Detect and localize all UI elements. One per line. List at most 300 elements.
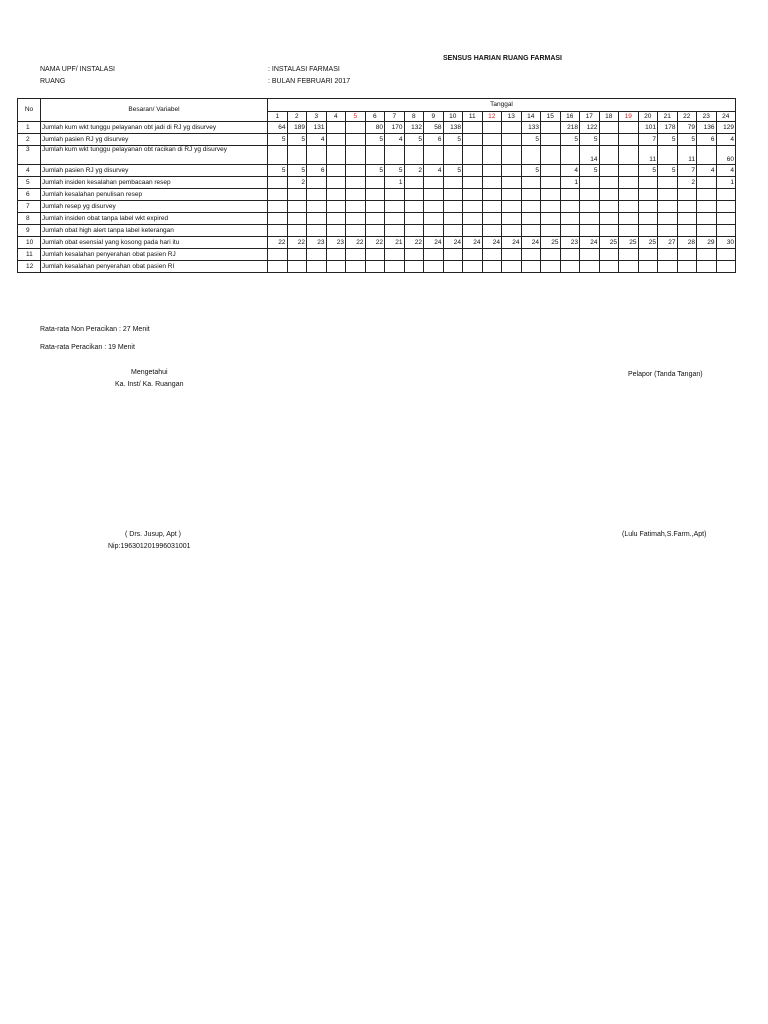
meta-label-instalasi: NAMA UPF/ INSTALASI xyxy=(40,66,115,73)
day-value-cell xyxy=(268,201,288,213)
day-value-cell: 4 xyxy=(307,134,327,146)
note-non-racikan: Rata-rata Non Peracikan : 27 Menit xyxy=(40,326,150,333)
day-value-cell xyxy=(463,213,483,225)
table-row xyxy=(18,237,736,249)
signature-right-title: Pelapor (Tanda Tangan) xyxy=(628,371,703,378)
day-value-cell xyxy=(560,261,580,273)
row-number: 1 xyxy=(18,122,41,134)
day-value-cell xyxy=(424,261,444,273)
day-value-cell xyxy=(658,177,678,189)
table-row xyxy=(18,177,736,189)
day-value-cell: 129 xyxy=(716,122,736,134)
day-value-cell xyxy=(463,261,483,273)
day-value-cell xyxy=(502,146,522,165)
day-value-cell xyxy=(658,201,678,213)
row-number: 5 xyxy=(18,177,41,189)
day-value-cell xyxy=(580,213,600,225)
day-header: 14 xyxy=(521,112,541,122)
day-value-cell xyxy=(482,201,502,213)
day-value-cell: 27 xyxy=(658,237,678,249)
day-value-cell xyxy=(502,249,522,261)
day-value-cell xyxy=(424,213,444,225)
day-value-cell xyxy=(463,201,483,213)
day-value-cell xyxy=(385,213,405,225)
day-value-cell: 22 xyxy=(287,237,307,249)
day-value-cell xyxy=(268,249,288,261)
day-value-cell xyxy=(385,261,405,273)
row-variable: Jumlah insiden kesalahan pembacaan resep xyxy=(41,177,268,189)
row-variable: Jumlah kesalahan penyerahan obat pasien RI xyxy=(41,261,268,273)
day-value-cell: 2 xyxy=(404,165,424,177)
page-title: SENSUS HARIAN RUANG FARMASI xyxy=(443,55,563,62)
day-value-cell: 5 xyxy=(560,134,580,146)
day-value-cell xyxy=(541,261,561,273)
day-value-cell: 24 xyxy=(482,237,502,249)
day-value-cell xyxy=(443,213,463,225)
signature-left-name: ( Drs. Jusup, Apt ) xyxy=(125,531,182,538)
header-no: No xyxy=(18,99,41,122)
day-value-cell xyxy=(658,189,678,201)
day-value-cell xyxy=(619,225,639,237)
day-header: 11 xyxy=(463,112,483,122)
row-number: 11 xyxy=(18,249,41,261)
day-header: 20 xyxy=(638,112,658,122)
table-row xyxy=(18,122,736,134)
day-value-cell xyxy=(502,261,522,273)
day-value-cell: 218 xyxy=(560,122,580,134)
day-value-cell xyxy=(443,249,463,261)
day-value-cell xyxy=(463,134,483,146)
day-value-cell xyxy=(541,213,561,225)
day-value-cell xyxy=(560,225,580,237)
day-value-cell xyxy=(599,189,619,201)
day-header: 5 xyxy=(346,112,366,122)
day-value-cell xyxy=(346,201,366,213)
day-value-cell xyxy=(638,213,658,225)
day-value-cell: 170 xyxy=(385,122,405,134)
day-value-cell xyxy=(443,177,463,189)
day-value-cell xyxy=(599,165,619,177)
day-value-cell xyxy=(521,225,541,237)
day-value-cell xyxy=(346,165,366,177)
day-value-cell: 5 xyxy=(287,165,307,177)
day-header: 4 xyxy=(326,112,346,122)
day-value-cell xyxy=(326,213,346,225)
day-value-cell xyxy=(638,201,658,213)
day-value-cell xyxy=(619,249,639,261)
day-value-cell xyxy=(482,189,502,201)
day-value-cell: 5 xyxy=(268,134,288,146)
row-variable: Jumlah kesalahan penyerahan obat pasien RJ xyxy=(41,249,268,261)
day-header: 2 xyxy=(287,112,307,122)
day-value-cell: 80 xyxy=(365,122,385,134)
day-value-cell xyxy=(424,177,444,189)
signature-right-name: (Lulu Fatimah,S.Farm.,Apt) xyxy=(622,531,707,538)
day-value-cell xyxy=(521,201,541,213)
day-value-cell xyxy=(521,146,541,165)
day-value-cell xyxy=(619,201,639,213)
day-value-cell xyxy=(482,165,502,177)
day-value-cell xyxy=(541,225,561,237)
table-row xyxy=(18,261,736,273)
day-value-cell xyxy=(541,177,561,189)
meta-value-instalasi: : INSTALASI FARMASI xyxy=(268,66,340,73)
day-value-cell xyxy=(677,261,697,273)
day-value-cell: 4 xyxy=(716,165,736,177)
day-value-cell xyxy=(580,249,600,261)
day-value-cell xyxy=(677,249,697,261)
day-value-cell xyxy=(502,189,522,201)
day-value-cell xyxy=(404,146,424,165)
day-header: 24 xyxy=(716,112,736,122)
day-value-cell xyxy=(443,189,463,201)
day-value-cell xyxy=(658,249,678,261)
day-value-cell xyxy=(580,177,600,189)
day-value-cell: 22 xyxy=(365,237,385,249)
day-value-cell xyxy=(638,249,658,261)
day-value-cell xyxy=(365,249,385,261)
day-value-cell xyxy=(463,225,483,237)
day-value-cell xyxy=(599,146,619,165)
day-value-cell xyxy=(385,146,405,165)
day-value-cell xyxy=(365,261,385,273)
day-value-cell: 28 xyxy=(677,237,697,249)
day-value-cell xyxy=(268,189,288,201)
row-number: 10 xyxy=(18,237,41,249)
meta-value-ruang: : BULAN FEBRUARI 2017 xyxy=(268,78,351,85)
day-value-cell xyxy=(482,249,502,261)
day-value-cell xyxy=(677,201,697,213)
row-number: 2 xyxy=(18,134,41,146)
day-value-cell xyxy=(716,249,736,261)
day-value-cell: 1 xyxy=(560,177,580,189)
day-value-cell: 58 xyxy=(424,122,444,134)
day-value-cell xyxy=(697,225,717,237)
day-value-cell: 25 xyxy=(638,237,658,249)
day-value-cell xyxy=(599,201,619,213)
day-value-cell: 4 xyxy=(716,134,736,146)
day-value-cell: 4 xyxy=(560,165,580,177)
row-number: 6 xyxy=(18,189,41,201)
day-value-cell xyxy=(404,201,424,213)
day-value-cell xyxy=(443,225,463,237)
day-value-cell xyxy=(599,122,619,134)
day-value-cell: 25 xyxy=(619,237,639,249)
day-value-cell: 5 xyxy=(580,165,600,177)
header-tanggal: Tanggal xyxy=(268,99,736,112)
note-racikan: Rata-rata Peracikan : 19 Menit xyxy=(40,344,135,351)
day-value-cell: 5 xyxy=(404,134,424,146)
day-value-cell xyxy=(599,261,619,273)
day-header: 18 xyxy=(599,112,619,122)
row-variable: Jumlah resep yg disurvey xyxy=(41,201,268,213)
day-value-cell xyxy=(697,261,717,273)
day-value-cell: 24 xyxy=(463,237,483,249)
day-value-cell: 21 xyxy=(385,237,405,249)
day-value-cell: 5 xyxy=(658,165,678,177)
day-value-cell: 22 xyxy=(268,237,288,249)
header-variable: Besaran/ Variabel xyxy=(41,99,268,122)
day-value-cell: 5 xyxy=(365,165,385,177)
day-value-cell xyxy=(541,189,561,201)
day-value-cell: 5 xyxy=(385,165,405,177)
signature-left-role: Ka. Inst/ Ka. Ruangan xyxy=(115,381,184,388)
day-value-cell xyxy=(619,146,639,165)
day-value-cell xyxy=(385,189,405,201)
day-value-cell xyxy=(326,225,346,237)
day-value-cell xyxy=(521,261,541,273)
day-value-cell xyxy=(443,146,463,165)
day-value-cell xyxy=(541,122,561,134)
day-value-cell xyxy=(716,201,736,213)
day-value-cell xyxy=(541,165,561,177)
day-value-cell xyxy=(346,189,366,201)
day-value-cell: 133 xyxy=(521,122,541,134)
row-number: 12 xyxy=(18,261,41,273)
table-row xyxy=(18,189,736,201)
day-value-cell xyxy=(580,261,600,273)
day-value-cell xyxy=(307,146,327,165)
day-value-cell: 5 xyxy=(443,165,463,177)
day-value-cell xyxy=(326,249,346,261)
table-row xyxy=(18,165,736,177)
day-value-cell xyxy=(346,122,366,134)
day-value-cell: 24 xyxy=(502,237,522,249)
day-value-cell xyxy=(463,122,483,134)
day-value-cell xyxy=(424,146,444,165)
day-value-cell: 23 xyxy=(326,237,346,249)
day-value-cell xyxy=(287,225,307,237)
day-header: 13 xyxy=(502,112,522,122)
day-value-cell: 4 xyxy=(424,165,444,177)
day-value-cell: 2 xyxy=(287,177,307,189)
day-value-cell: 30 xyxy=(716,237,736,249)
day-value-cell xyxy=(619,122,639,134)
day-value-cell xyxy=(326,134,346,146)
day-header: 3 xyxy=(307,112,327,122)
table-row xyxy=(18,249,736,261)
row-variable: Jumlah obat high alert tanpa label keterangan xyxy=(41,225,268,237)
day-header: 8 xyxy=(404,112,424,122)
day-value-cell: 6 xyxy=(307,165,327,177)
day-value-cell xyxy=(463,189,483,201)
row-number: 7 xyxy=(18,201,41,213)
day-value-cell: 24 xyxy=(580,237,600,249)
day-value-cell: 22 xyxy=(404,237,424,249)
day-value-cell xyxy=(580,189,600,201)
day-value-cell xyxy=(638,225,658,237)
day-value-cell xyxy=(365,177,385,189)
day-header: 10 xyxy=(443,112,463,122)
day-value-cell xyxy=(385,201,405,213)
day-value-cell xyxy=(638,261,658,273)
day-value-cell: 5 xyxy=(365,134,385,146)
day-value-cell xyxy=(326,122,346,134)
day-value-cell xyxy=(697,177,717,189)
day-value-cell xyxy=(697,249,717,261)
day-value-cell xyxy=(307,189,327,201)
day-value-cell xyxy=(463,146,483,165)
day-header: 9 xyxy=(424,112,444,122)
day-value-cell xyxy=(346,249,366,261)
day-value-cell: 22 xyxy=(346,237,366,249)
day-header: 1 xyxy=(268,112,288,122)
day-value-cell xyxy=(502,165,522,177)
day-value-cell xyxy=(482,134,502,146)
row-variable: Jumlah kesalahan penulisan resep xyxy=(41,189,268,201)
day-value-cell: 138 xyxy=(443,122,463,134)
day-value-cell xyxy=(482,177,502,189)
day-value-cell: 60 xyxy=(716,146,736,165)
day-value-cell xyxy=(502,122,522,134)
day-value-cell xyxy=(346,213,366,225)
row-variable: Jumlah insiden obat tanpa label wkt expired xyxy=(41,213,268,225)
day-value-cell: 6 xyxy=(697,134,717,146)
day-value-cell xyxy=(560,249,580,261)
day-value-cell xyxy=(716,261,736,273)
day-value-cell xyxy=(385,249,405,261)
day-value-cell xyxy=(268,213,288,225)
day-value-cell xyxy=(521,249,541,261)
day-value-cell: 24 xyxy=(443,237,463,249)
day-value-cell xyxy=(541,249,561,261)
day-value-cell xyxy=(268,225,288,237)
day-value-cell xyxy=(268,261,288,273)
day-value-cell xyxy=(560,146,580,165)
day-value-cell xyxy=(697,213,717,225)
day-value-cell xyxy=(307,201,327,213)
row-variable: Jumlah kum wkt tunggu pelayanan obt jadi di RJ yg disurvey xyxy=(41,122,268,134)
day-value-cell: 1 xyxy=(716,177,736,189)
day-value-cell: 5 xyxy=(521,165,541,177)
day-value-cell xyxy=(599,249,619,261)
day-value-cell xyxy=(560,201,580,213)
day-value-cell: 189 xyxy=(287,122,307,134)
day-value-cell xyxy=(268,146,288,165)
day-value-cell: 5 xyxy=(658,134,678,146)
day-value-cell: 5 xyxy=(287,134,307,146)
day-header: 16 xyxy=(560,112,580,122)
day-value-cell: 7 xyxy=(677,165,697,177)
day-header: 15 xyxy=(541,112,561,122)
day-value-cell xyxy=(482,225,502,237)
day-value-cell: 5 xyxy=(677,134,697,146)
day-value-cell xyxy=(404,261,424,273)
day-value-cell xyxy=(404,213,424,225)
day-value-cell xyxy=(619,134,639,146)
day-header: 19 xyxy=(619,112,639,122)
day-value-cell: 132 xyxy=(404,122,424,134)
day-value-cell: 23 xyxy=(560,237,580,249)
day-value-cell xyxy=(287,201,307,213)
day-value-cell xyxy=(404,177,424,189)
day-value-cell xyxy=(599,177,619,189)
day-value-cell xyxy=(463,165,483,177)
day-value-cell: 7 xyxy=(638,134,658,146)
day-value-cell xyxy=(521,189,541,201)
day-value-cell: 5 xyxy=(521,134,541,146)
day-value-cell xyxy=(307,225,327,237)
day-value-cell xyxy=(346,261,366,273)
day-value-cell xyxy=(619,213,639,225)
day-value-cell xyxy=(424,225,444,237)
day-value-cell: 5 xyxy=(443,134,463,146)
day-value-cell xyxy=(697,189,717,201)
signature-left-nip: Nip:196301201996031001 xyxy=(108,543,191,550)
day-value-cell: 24 xyxy=(521,237,541,249)
day-value-cell xyxy=(482,122,502,134)
row-variable: Jumlah pasien RJ yg disurvey xyxy=(41,165,268,177)
day-value-cell xyxy=(677,225,697,237)
day-value-cell xyxy=(307,213,327,225)
day-value-cell xyxy=(502,134,522,146)
day-value-cell: 122 xyxy=(580,122,600,134)
day-value-cell xyxy=(326,146,346,165)
row-number: 3 xyxy=(18,146,41,165)
day-value-cell xyxy=(619,165,639,177)
day-value-cell xyxy=(541,146,561,165)
day-value-cell xyxy=(677,189,697,201)
day-value-cell xyxy=(658,213,678,225)
day-value-cell xyxy=(560,213,580,225)
day-value-cell xyxy=(619,261,639,273)
day-value-cell xyxy=(716,213,736,225)
meta-label-ruang: RUANG xyxy=(40,78,66,85)
day-value-cell xyxy=(404,225,424,237)
table-row xyxy=(18,134,736,146)
day-value-cell xyxy=(677,213,697,225)
day-value-cell: 11 xyxy=(638,146,658,165)
day-value-cell xyxy=(404,249,424,261)
day-value-cell: 24 xyxy=(424,237,444,249)
day-value-cell: 79 xyxy=(677,122,697,134)
day-value-cell: 2 xyxy=(677,177,697,189)
day-value-cell xyxy=(658,261,678,273)
day-value-cell xyxy=(502,177,522,189)
day-value-cell xyxy=(716,189,736,201)
table-row xyxy=(18,146,736,165)
day-value-cell xyxy=(326,177,346,189)
day-value-cell xyxy=(463,177,483,189)
day-value-cell xyxy=(619,189,639,201)
row-variable: Jumlah obat esensial yang kosong pada hari itu xyxy=(41,237,268,249)
day-value-cell xyxy=(326,201,346,213)
day-value-cell xyxy=(697,146,717,165)
day-value-cell xyxy=(638,189,658,201)
day-value-cell xyxy=(482,261,502,273)
day-value-cell: 101 xyxy=(638,122,658,134)
day-value-cell xyxy=(287,213,307,225)
day-value-cell: 5 xyxy=(638,165,658,177)
day-value-cell xyxy=(424,249,444,261)
day-value-cell xyxy=(541,134,561,146)
day-value-cell: 5 xyxy=(268,165,288,177)
day-value-cell xyxy=(482,213,502,225)
day-header: 17 xyxy=(580,112,600,122)
day-value-cell xyxy=(385,225,405,237)
day-value-cell xyxy=(463,249,483,261)
row-variable: Jumlah kum wkt tunggu pelayanan obt racikan di RJ yg disurvey xyxy=(41,146,268,165)
day-value-cell xyxy=(638,177,658,189)
day-value-cell xyxy=(326,165,346,177)
day-value-cell xyxy=(580,225,600,237)
table-row xyxy=(18,213,736,225)
day-value-cell xyxy=(560,189,580,201)
table-row xyxy=(18,201,736,213)
day-value-cell xyxy=(307,249,327,261)
day-value-cell xyxy=(541,201,561,213)
day-value-cell xyxy=(404,189,424,201)
